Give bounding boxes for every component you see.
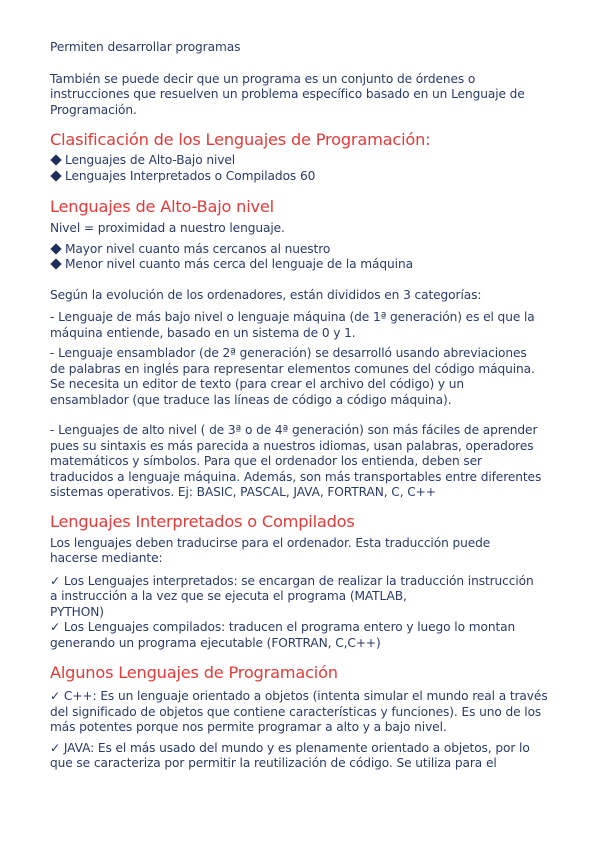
diamond-bullet-icon — [50, 169, 65, 185]
check-icon: ✓ — [50, 740, 61, 755]
low-level-paragraph: - Lenguaje de más bajo nivel o lenguaje máquina (de 1ª generación) es el que la máquina entiende, basado en un sistema de 0 y 1. — [50, 310, 535, 340]
check-icon: ✓ — [50, 573, 61, 588]
diamond-bullet-icon — [50, 153, 65, 169]
translation-intro: Los lenguajes deben traducirse para el ordenador. Esta traducción puede hacerse mediante: — [50, 535, 491, 565]
cpp-paragraph: ✓ C++: Es un lenguaje orientado a objetos (intenta simular el mundo real a través del significado de objetos que contiene características y funciones). Es uno de los más potentes porque nos permite programar a alto y a bajo nivel. — [50, 689, 548, 734]
list-item: Menor nivel cuanto más cerca del lenguaje de la máquina — [50, 257, 565, 273]
intro-paragraph: También se puede decir que un programa es un conjunto de órdenes o instrucciones que resuelven un problema específico basado en un Lenguaje de Programación. — [50, 71, 525, 117]
java-paragraph: ✓ JAVA: Es el más usado del mundo y es plenamente orientado a objetos, por lo que se caracteriza por permitir la reutilización de código. Se utiliza para el — [50, 740, 530, 770]
intro-line: Permiten desarrollar programas — [50, 40, 241, 54]
check-icon: ✓ — [50, 689, 61, 703]
heading-algunos-lenguajes: Algunos Lenguajes de Programación — [50, 663, 338, 682]
high-level-paragraph: - Lenguajes de alto nivel ( de 3ª o de 4ª generación) son más fáciles de aprender pues su sintaxis es más parecida a nuestros idiomas, usan palabras, operadores matemáticos y símbolos. Para que el ordenador los entienda, deben ser traducidos a lenguaje máquina. Además, son más transportables entre diferentes sistemas operativos. Ej: BASIC, PASCAL, JAVA, FORTRAN, C, C++ — [50, 423, 542, 499]
classification-list — [50, 153, 565, 184]
document-page — [50, 40, 565, 772]
list-item: Lenguajes de Alto-Bajo nivel — [50, 153, 565, 169]
heading-alto-bajo: Lenguajes de Alto-Bajo nivel — [50, 197, 274, 216]
list-item: Mayor nivel cuanto más cercanos al nuestro — [50, 242, 565, 258]
interpreted-paragraph: ✓ Los Lenguajes interpretados: se encargan de realizar la traducción instrucción a instrucción a la vez que se ejecuta el programa (MATLAB, PYTHON) — [50, 573, 534, 619]
diamond-bullet-icon — [50, 242, 65, 258]
check-icon: ✓ — [50, 620, 61, 634]
compiled-paragraph: ✓ Los Lenguajes compilados: traducen el programa entero y luego lo montan generando un programa ejecutable (FORTRAN, C,C++) — [50, 620, 516, 650]
evolution-text: Según la evolución de los ordenadores, están divididos en 3 categorías: — [50, 287, 482, 302]
level-definition: Nivel = proximidad a nuestro lenguaje. — [50, 221, 285, 235]
list-item: Lenguajes Interpretados o Compilados 60 — [50, 169, 565, 185]
assembler-paragraph: - Lenguaje ensamblador (de 2ª generación) se desarrolló usando abreviaciones de palabras en inglés para representar elementos comunes del código máquina. Se necesita un editor de texto (para crear el archivo del código) y un ensamblador (que traduce las líneas de código a código máquina). — [50, 346, 535, 407]
heading-classification: Clasificación de los Lenguajes de Programación: — [50, 130, 431, 149]
level-list — [50, 242, 565, 273]
heading-interpretados: Lenguajes Interpretados o Compilados — [50, 511, 355, 531]
diamond-bullet-icon — [50, 257, 65, 273]
